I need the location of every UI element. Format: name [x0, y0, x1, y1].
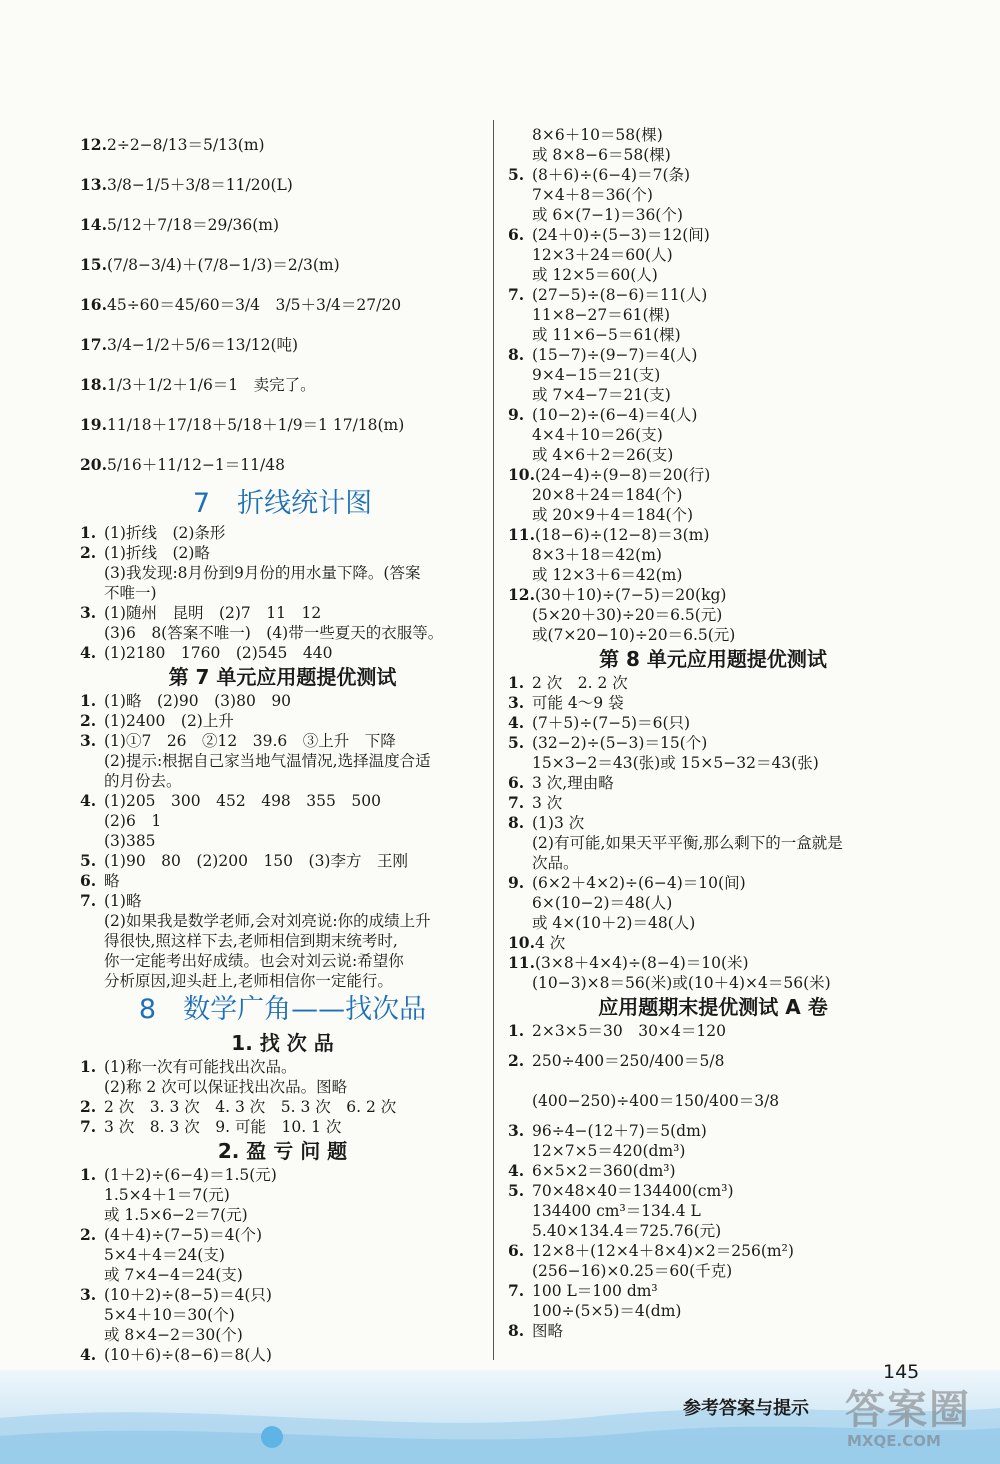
answer-text: 45÷60＝45/60＝3/4 3/5＋3/4＝27/20: [106, 296, 402, 314]
answer-line: [80, 445, 485, 485]
answer-number: 6.: [508, 773, 525, 792]
answer-number: 10.: [508, 933, 535, 952]
answer-line: [508, 425, 918, 445]
answer-text: (1)折线 (2)条形: [104, 524, 226, 542]
answer-text: 12×8＋(12×4＋8×4)×2＝256(m²): [532, 1242, 794, 1260]
answer-text: 70×48×40＝134400(cm³): [532, 1182, 734, 1200]
answer-line: [508, 485, 918, 505]
answer-text: 得很快,照这样下去,老师相信到期末统考时,: [104, 932, 398, 950]
answer-text: (1)随州 昆明 (2)7 11 12: [104, 604, 322, 622]
answer-text: 或 4×6＋2＝26(支): [532, 446, 674, 464]
answer-line: [508, 325, 918, 345]
answer-text: 2 次 2. 2 次: [532, 674, 628, 692]
answer-text: 或 8×8−6＝58(棵): [532, 146, 671, 164]
answer-number: 6.: [80, 871, 97, 890]
answer-text: (1＋2)÷(6−4)＝1.5(元): [104, 1166, 277, 1184]
watermark-logo: 答案圈: [845, 1387, 971, 1433]
watermark: [845, 1378, 980, 1460]
answer-line: [80, 1285, 485, 1305]
answer-number: 17.: [80, 335, 107, 354]
answer-line: [508, 365, 918, 385]
answer-text: (7/8−3/4)＋(7/8−1/3)＝2/3(m): [106, 256, 340, 274]
answer-text: (18−6)÷(12−8)＝3(m): [534, 526, 710, 544]
answer-text: (24＋0)÷(5−3)＝12(间): [532, 226, 710, 244]
answer-text: (10−2)÷(6−4)＝4(人): [532, 406, 698, 424]
answer-line: [508, 525, 918, 545]
column-divider: [493, 120, 494, 1360]
answer-line: [508, 205, 918, 225]
answer-text: (7＋5)÷(7−5)＝6(只): [532, 714, 691, 732]
answer-line: [80, 563, 485, 583]
answer-line: [80, 751, 485, 771]
test-a-answers-2: [508, 1121, 918, 1341]
answer-line: [80, 1245, 485, 1265]
test-a-title: 应用题期末提优测试 A 卷: [598, 995, 828, 1019]
answer-number: 20.: [80, 455, 107, 474]
answer-line: [80, 931, 485, 951]
answer-line: [80, 165, 485, 205]
answer-text: 5/16＋11/12−1＝11/48: [106, 456, 285, 474]
answer-line: [80, 1305, 485, 1325]
answer-text: (30＋10)÷(7−5)＝20(kg): [534, 586, 727, 604]
left-column: [80, 125, 485, 1365]
answer-text: (3)我发现:8月份到9月份的用水量下降。(答案: [104, 564, 421, 582]
answer-line: [508, 245, 918, 265]
answer-line: [508, 445, 918, 465]
test-8-title: 第 8 单元应用题提优测试: [599, 647, 827, 671]
answer-number: 5.: [508, 165, 525, 184]
answer-line: [80, 1345, 485, 1365]
answer-line: [508, 185, 918, 205]
answer-text: (1)90 80 (2)200 150 (3)李方 王刚: [104, 852, 408, 870]
answer-line: [508, 585, 918, 605]
answer-text: (2)有可能,如果天平平衡,那么剩下的一盒就是: [532, 834, 843, 852]
answer-line: [508, 505, 918, 525]
answer-text: 11/18＋17/18＋5/18＋1/9＝1 17/18(m): [106, 416, 405, 434]
answer-number: 5.: [508, 733, 525, 752]
answer-line: [80, 1265, 485, 1285]
answer-number: 8.: [508, 1321, 525, 1340]
answer-text: 96÷4−(12＋7)＝5(dm): [532, 1122, 707, 1140]
answer-line: [508, 873, 918, 893]
answer-line: [508, 125, 918, 145]
test-7-title: 第 7 单元应用题提优测试: [168, 665, 397, 689]
answer-text: 或 11×6−5＝61(棵): [532, 326, 681, 344]
answer-number: 1.: [80, 523, 97, 542]
answer-line: [80, 771, 485, 791]
answer-text: (2)如果我是数学老师,会对刘亮说:你的成绩上升: [104, 912, 431, 930]
answer-line: [80, 731, 485, 751]
answer-line: [80, 643, 485, 663]
answer-text: 6×(10−2)＝48(人): [532, 894, 673, 912]
answer-line: [508, 145, 918, 165]
answer-text: 你一定能考出好成绩。也会对刘云说:希望你: [104, 952, 404, 970]
answer-text: (1)3 次: [532, 814, 585, 832]
answer-text: 11×8−27＝61(棵): [532, 306, 671, 324]
answer-text: 2÷2−8/13＝5/13(m): [106, 136, 265, 154]
answer-text: 或 6×(7−1)＝36(个): [532, 206, 683, 224]
answer-line: [508, 1121, 918, 1141]
answer-number: 2.: [80, 711, 97, 730]
answer-line: [508, 1261, 918, 1281]
answer-line: [508, 933, 918, 953]
answer-line: [508, 773, 918, 793]
answer-text: 15×3−2＝43(张)或 15×5−32＝43(张): [532, 754, 819, 772]
answer-line: [80, 1077, 485, 1097]
answer-text: 5×4＋4＝24(支): [104, 1246, 225, 1264]
answer-line: [80, 1117, 485, 1137]
answer-line: [508, 1281, 918, 1301]
test-7-answers: [80, 691, 485, 991]
answer-text: (6×2＋4×2)÷(6−4)＝10(间): [532, 874, 746, 892]
answer-number: 3.: [508, 1121, 525, 1140]
answer-text: 3 次 8. 3 次 9. 可能 10. 1 次: [104, 1118, 342, 1136]
answer-line: [508, 673, 918, 693]
answer-text: 4×4＋10＝26(支): [532, 426, 663, 444]
answer-number: 2.: [80, 543, 97, 562]
answer-line: [80, 125, 485, 165]
answer-number: 4.: [80, 643, 97, 662]
answer-line: [80, 851, 485, 871]
answer-text: 1.5×4＋1＝7(元): [104, 1186, 230, 1204]
answer-line: [80, 951, 485, 971]
answer-line: [508, 913, 918, 933]
answer-text: (10＋2)÷(8−5)＝4(只): [104, 1286, 272, 1304]
answer-line: [508, 165, 918, 185]
answer-text: 2×3×5＝30 30×4＝120: [532, 1022, 726, 1040]
answer-text: (2)提示:根据自己家当地气温情况,选择温度合适: [104, 752, 431, 770]
answer-text: (27−5)÷(8−6)＝11(人): [532, 286, 708, 304]
answer-number: 12.: [508, 585, 535, 604]
answer-line: [80, 1225, 485, 1245]
answer-line: [508, 733, 918, 753]
answer-line: [508, 405, 918, 425]
answer-text: 或 7×4−4＝24(支): [104, 1266, 243, 1284]
answer-line: [508, 1221, 918, 1241]
answer-line: [80, 405, 485, 445]
answer-line: [80, 523, 485, 543]
answer-line: [508, 1321, 918, 1341]
answer-text: 3/8−1/5＋3/8＝11/20(L): [106, 176, 293, 194]
answer-line: [508, 385, 918, 405]
test-8-answers: [508, 673, 918, 993]
answer-text: (5×20＋30)÷20＝6.5(元): [532, 606, 723, 624]
answer-number: 6.: [508, 1241, 525, 1260]
answer-number: 3.: [80, 1285, 97, 1304]
answer-line: [508, 625, 918, 645]
answer-text: 12×7×5＝420(dm³): [532, 1142, 686, 1160]
answer-line: [508, 753, 918, 773]
answer-line: [508, 285, 918, 305]
right-column: [508, 125, 918, 1341]
section-8-title: 8 数学广角——找次品: [138, 994, 427, 1025]
answer-line: [80, 1165, 485, 1185]
answer-text: 8×3＋18＝42(m): [532, 546, 662, 564]
answer-line: [80, 891, 485, 911]
sub-1-answers: [80, 1057, 485, 1137]
answer-line: [508, 265, 918, 285]
answer-line: [508, 973, 918, 993]
answer-line: [80, 791, 485, 811]
answer-line: [508, 713, 918, 733]
sub-1-title: 1. 找 次 品: [231, 1031, 334, 1055]
answer-text: (3×8＋4×4)÷(8−4)＝10(米): [534, 954, 749, 972]
answer-line: [80, 831, 485, 851]
answer-line: [80, 583, 485, 603]
answer-line: [508, 345, 918, 365]
answer-text: 5/12＋7/18＝29/36(m): [106, 216, 280, 234]
answer-line: [508, 305, 918, 325]
answer-number: 5.: [80, 851, 97, 870]
answer-number: 2.: [80, 1225, 97, 1244]
answer-line: [508, 1141, 918, 1161]
answer-number: 7.: [80, 891, 97, 910]
answer-text: 20×8＋24＝184(个): [532, 486, 683, 504]
answer-text: 9×4−15＝21(支): [532, 366, 661, 384]
answer-text: (4＋4)÷(7−5)＝4(个): [104, 1226, 263, 1244]
answer-text: 6×5×2＝360(dm³): [532, 1162, 676, 1180]
answer-text: 5.40×134.4＝725.76(元): [532, 1222, 722, 1240]
answer-number: 1.: [508, 673, 525, 692]
section-7-answers: [80, 523, 485, 663]
answer-text: 100÷(5×5)＝4(dm): [532, 1302, 682, 1320]
answer-text: (2)称 2 次可以保证找出次品。图略: [104, 1078, 348, 1096]
answer-number: 7.: [508, 1281, 525, 1300]
answer-text: 或 12×3＋6＝42(m): [532, 566, 683, 584]
answer-text: 次品。: [532, 854, 579, 872]
answer-number: 4.: [508, 1161, 525, 1180]
footer-label: 参考答案与提示: [683, 1398, 809, 1419]
answer-text: 3 次: [532, 794, 563, 812]
watermark-url: MXQE.COM: [847, 1432, 941, 1450]
answer-line: [508, 1081, 918, 1121]
answer-line: [508, 953, 918, 973]
answer-line: [80, 1205, 485, 1225]
answer-line: [80, 205, 485, 245]
answer-text: (2)6 1: [104, 812, 162, 830]
answer-text: 或 20×9＋4＝184(个): [532, 506, 694, 524]
answer-line: [80, 1325, 485, 1345]
answer-number: 4.: [508, 713, 525, 732]
answer-text: (15−7)÷(9−7)＝4(人): [532, 346, 698, 364]
answer-text: 2 次 3. 3 次 4. 3 次 5. 3 次 6. 2 次: [104, 1098, 397, 1116]
answer-line: [80, 871, 485, 891]
answer-text: 8×6＋10＝58(棵): [532, 126, 663, 144]
answer-text: (400−250)÷400＝150/400＝3/8: [532, 1092, 780, 1110]
answer-number: 4.: [80, 791, 97, 810]
answer-line: [508, 1301, 918, 1321]
answer-text: 不唯一): [104, 584, 157, 602]
answer-text: 或 8×4−2＝30(个): [104, 1326, 243, 1344]
answer-text: 或 12×5＝60(人): [532, 266, 658, 284]
answer-number: 1.: [80, 691, 97, 710]
answer-text: (1)略: [104, 892, 142, 910]
answer-line: [508, 793, 918, 813]
answer-number: 1.: [80, 1165, 97, 1184]
answer-text: (3)385: [104, 832, 156, 850]
answer-line: [508, 605, 918, 625]
answer-text: 可能 4～9 袋: [532, 694, 624, 712]
answer-text: 4 次: [534, 934, 566, 952]
answer-line: [80, 1057, 485, 1077]
answer-text: (1)2180 1760 (2)545 440: [104, 644, 333, 662]
answer-number: 7.: [508, 793, 525, 812]
answer-number: 12.: [80, 135, 107, 154]
answer-text: (1)略 (2)90 (3)80 90: [104, 692, 292, 710]
answer-number: 8.: [508, 345, 525, 364]
answer-text: (1)2400 (2)上升: [104, 712, 234, 730]
answer-text: 3 次,理由略: [532, 774, 614, 792]
answer-number: 18.: [80, 375, 107, 394]
answer-text: (24−4)÷(9−8)＝20(行): [534, 466, 711, 484]
answer-line: [508, 565, 918, 585]
sub-2-title: 2. 盈 亏 问 题: [217, 1139, 348, 1163]
answer-text: (32−2)÷(5−3)＝15(个): [532, 734, 708, 752]
answer-number: 13.: [80, 175, 107, 194]
answer-text: (1)折线 (2)略: [104, 544, 210, 562]
answer-text: 134400 cm³＝134.4 L: [532, 1202, 701, 1220]
answer-line: [80, 911, 485, 931]
answer-number: 3.: [508, 693, 525, 712]
answer-line: [80, 711, 485, 731]
answer-line: [508, 693, 918, 713]
answer-number: 10.: [508, 465, 535, 484]
answer-number: 6.: [508, 225, 525, 244]
answer-text: 12×3＋24＝60(人): [532, 246, 673, 264]
answer-line: [80, 285, 485, 325]
answer-text: (8＋6)÷(6−4)＝7(条): [532, 166, 691, 184]
answer-line: [508, 545, 918, 565]
answer-text: 分析原因,迎头赶上,老师相信你一定能行。: [104, 972, 393, 990]
answer-number: 11.: [508, 525, 535, 544]
answer-line: [508, 853, 918, 873]
answer-line: [80, 245, 485, 285]
answer-line: [508, 833, 918, 853]
answer-number: 15.: [80, 255, 107, 274]
answer-number: 14.: [80, 215, 107, 234]
answer-text: 略: [104, 872, 120, 890]
answer-number: 19.: [80, 415, 107, 434]
answer-number: 16.: [80, 295, 107, 314]
answer-text: 图略: [532, 1322, 564, 1340]
answer-text: 的月份去。: [104, 772, 182, 790]
answer-number: 4.: [80, 1345, 97, 1364]
answer-number: 3.: [80, 731, 97, 750]
answer-text: 或 7×4−7＝21(支): [532, 386, 671, 404]
answer-line: [80, 623, 485, 643]
answer-text: 250÷400＝250/400＝5/8: [532, 1052, 725, 1070]
answer-text: 5×4＋10＝30(个): [104, 1306, 235, 1324]
answer-text: 100 L＝100 dm³: [532, 1282, 658, 1300]
answer-line: [80, 691, 485, 711]
answer-text: 3/4−1/2＋5/6＝13/12(吨): [106, 336, 299, 354]
answer-line: [508, 1241, 918, 1261]
answer-text: (10−3)×8＝56(米)或(10＋4)×4＝56(米): [532, 974, 831, 992]
answer-text: 或 1.5×6−2＝7(元): [104, 1206, 248, 1224]
answer-line: [80, 1185, 485, 1205]
answer-line: [508, 1161, 918, 1181]
answer-number: 2.: [508, 1051, 525, 1070]
test-a-answers-1: [508, 1021, 918, 1041]
test-a-fraction-answers: [508, 1041, 918, 1121]
answer-line: [508, 1041, 918, 1081]
answer-line: [508, 893, 918, 913]
answers-continued: [508, 125, 918, 645]
page-number: 145: [883, 1361, 920, 1383]
answer-line: [80, 1097, 485, 1117]
answer-text: (1)①7 26 ②12 39.6 ③上升 下降: [104, 732, 396, 750]
footer-dot: [261, 1426, 283, 1448]
answer-number: 7.: [508, 285, 525, 304]
answer-line: [508, 1021, 918, 1041]
answer-number: 11.: [508, 953, 535, 972]
answer-number: 7.: [80, 1117, 97, 1136]
answer-text: 或(7×20−10)÷20＝6.5(元): [532, 626, 736, 644]
fraction-answers: [80, 125, 485, 485]
answer-number: 1.: [508, 1021, 525, 1040]
answer-text: (256−16)×0.25＝60(千克): [532, 1262, 733, 1280]
answer-line: [508, 1181, 918, 1201]
answer-line: [80, 365, 485, 405]
answer-line: [80, 971, 485, 991]
answer-text: (3)6 8(答案不唯一) (4)带一些夏天的衣服等。: [104, 624, 444, 642]
answer-text: (1)205 300 452 498 355 500: [104, 792, 381, 810]
sub-2-answers: [80, 1165, 485, 1365]
answer-line: [508, 813, 918, 833]
answer-text: 7×4＋8＝36(个): [532, 186, 653, 204]
answer-text: (10＋6)÷(8−6)＝8(人): [104, 1346, 272, 1364]
answer-line: [508, 465, 918, 485]
answer-number: 5.: [508, 1181, 525, 1200]
answer-line: [80, 543, 485, 563]
answer-number: 3.: [80, 603, 97, 622]
answer-text: (1)称一次有可能找出次品。: [104, 1058, 297, 1076]
answer-number: 9.: [508, 405, 525, 424]
answer-number: 1.: [80, 1057, 97, 1076]
answer-text: 或 4×(10＋2)＝48(人): [532, 914, 696, 932]
answer-line: [80, 811, 485, 831]
answer-line: [508, 225, 918, 245]
answer-number: 8.: [508, 813, 525, 832]
answer-number: 9.: [508, 873, 525, 892]
answer-line: [508, 1201, 918, 1221]
section-7-title: 7 折线统计图: [192, 488, 373, 519]
answer-line: [80, 603, 485, 623]
answer-line: [80, 325, 485, 365]
answer-text: 1/3＋1/2＋1/6＝1 卖完了。: [106, 376, 316, 394]
answer-number: 2.: [80, 1097, 97, 1116]
